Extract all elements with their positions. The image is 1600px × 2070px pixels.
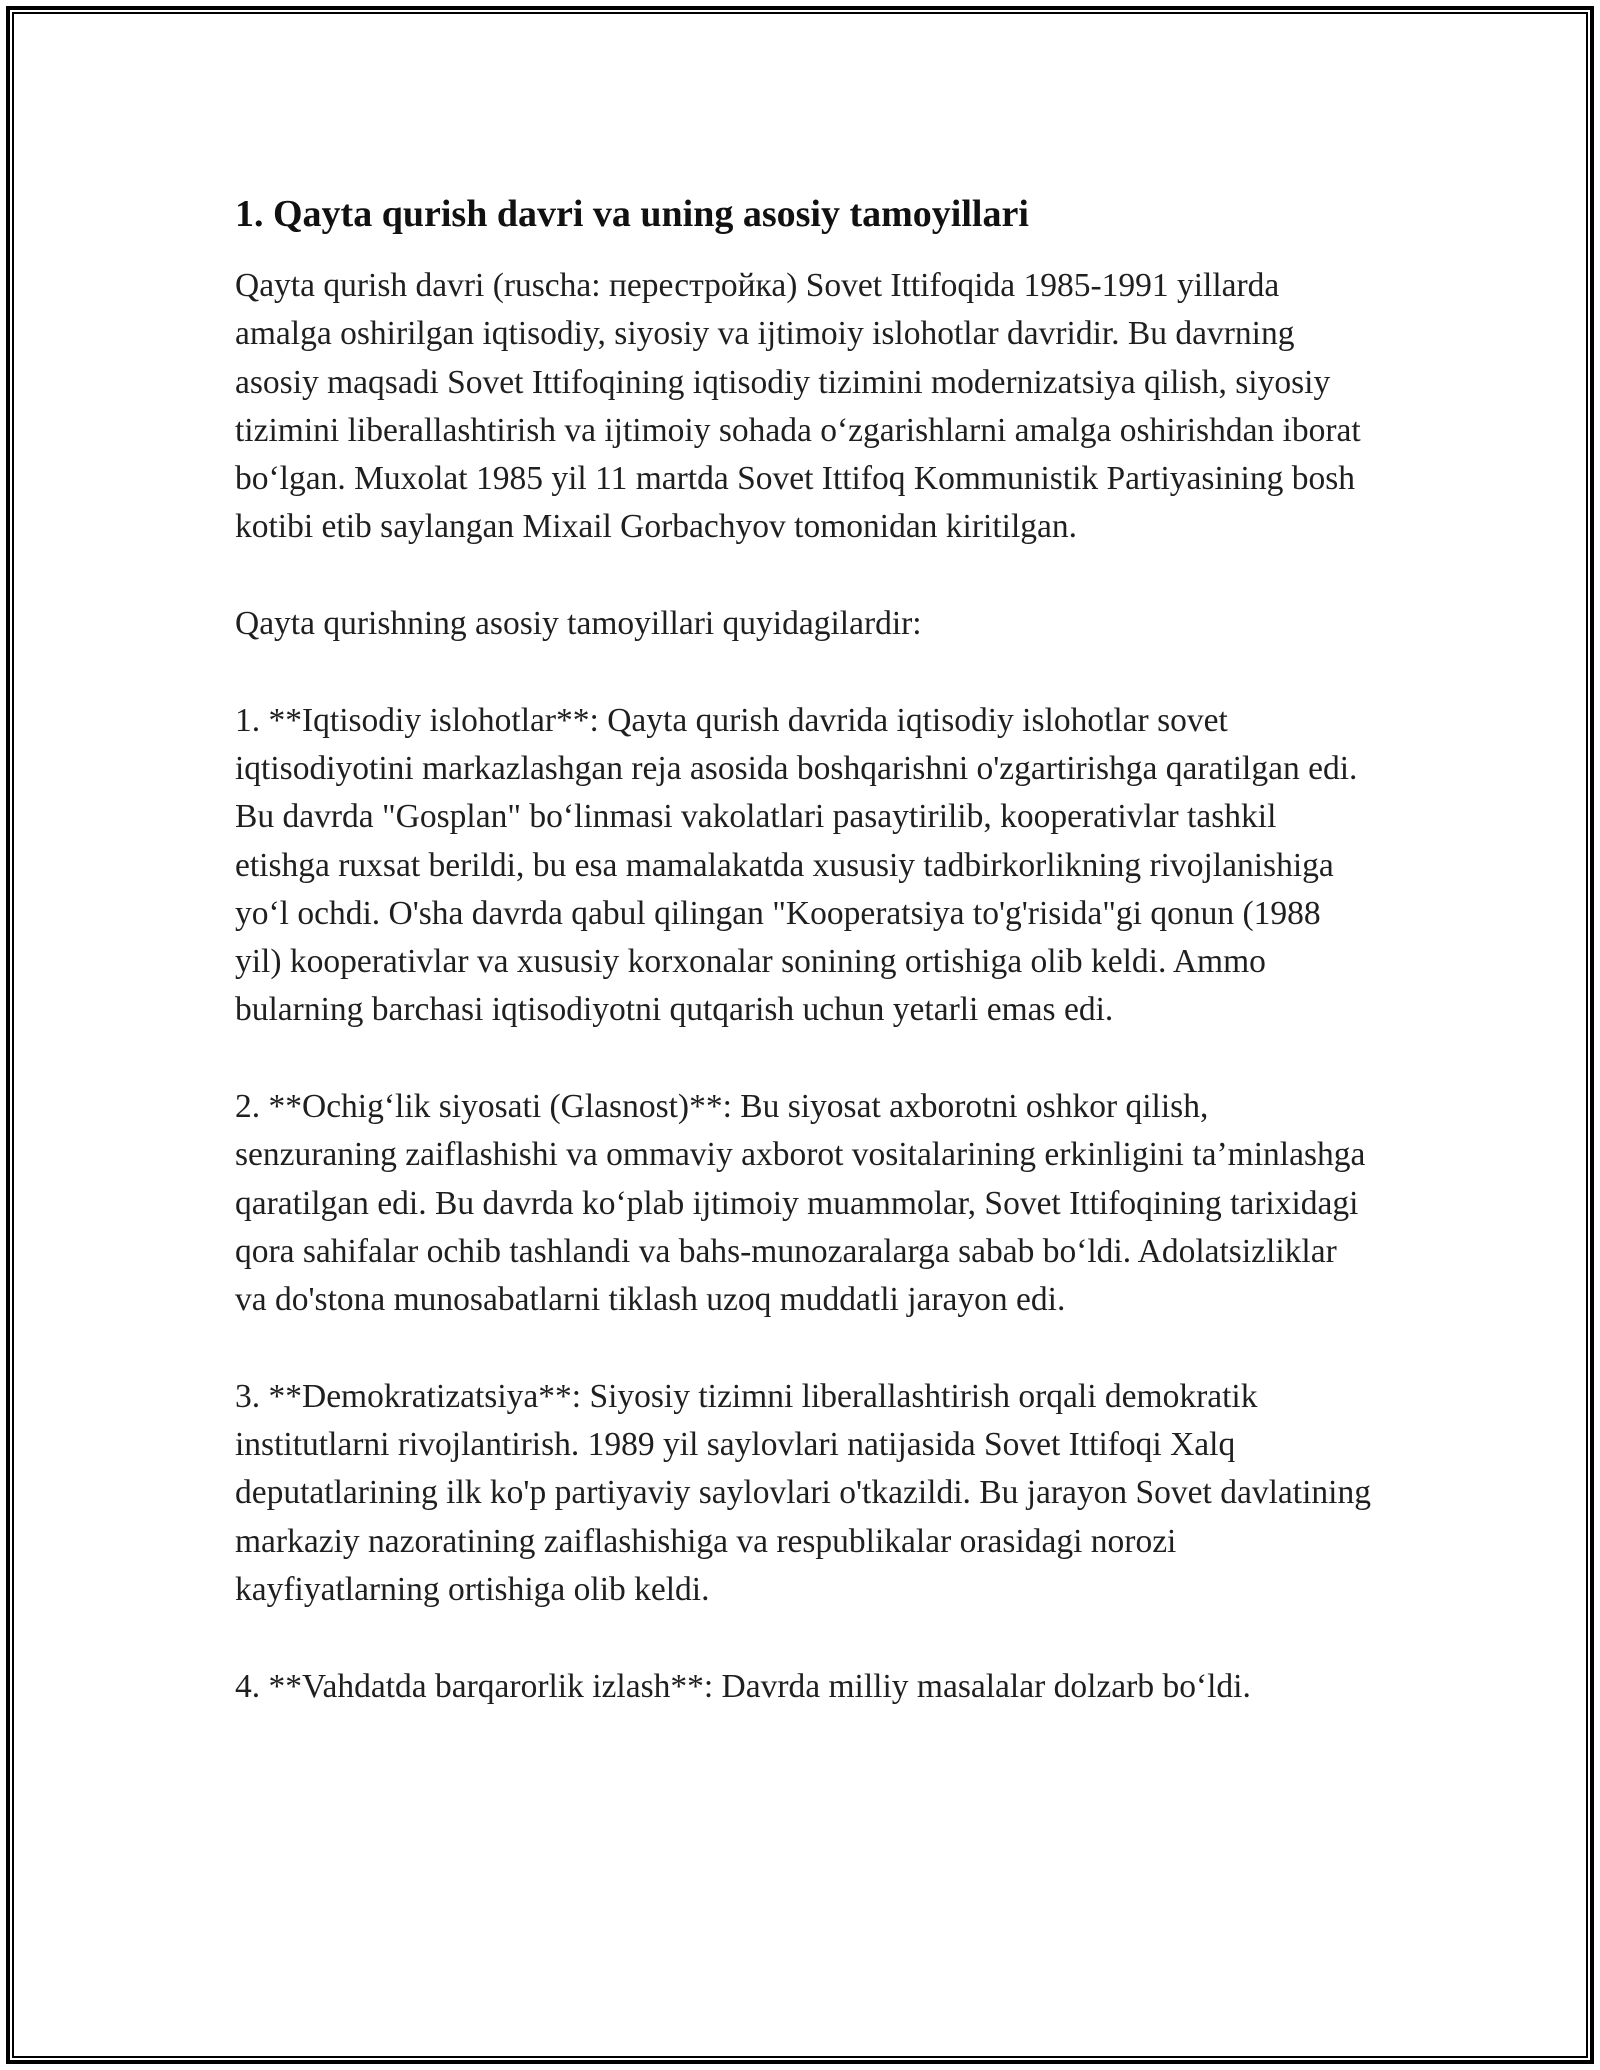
principle-item-stability: 4. **Vahdatda barqarorlik izlash**: Davrda milliy masalalar dolzarb bo‘ldi. [235,1667,1251,1705]
principle-item-glasnost: 2. **Ochig‘lik siyosati (Glasnost)**: Bu siyosat axborotni oshkor qilish, senzuraning zaiflashishi va ommaviy axborot vositalarining erkinligini ta’minlashga qaratilgan edi. Bu davrda ko‘plab ijtimoiy muammolar, Sovet Ittifoqining tarixidagi qora sahifalar ochib tashlandi va bahs-munozaralarga sabab bo‘ldi. Adolatsizliklar va do'stona munosabatlarni tiklash uzoq muddatli jarayon edi. [235,1088,1366,1319]
principles-lead-paragraph: Qayta qurishning asosiy tamoyillari quyidagilardir: [235,605,922,643]
principle-item-democratization: 3. **Demokratizatsiya**: Siyosiy tizimni liberallashtirish orqali demokratik institutlarni rivojlantirish. 1989 yil saylovlari natijasida Sovet Ittifoqi Xalq deputatlarining ilk ko'p partiyaviy saylovlari o'tkazildi. Bu jarayon Sovet davlatining markaziy nazoratining zaiflashishiga va respublikalar orasidagi norozi kayfiyatlarning ortishiga olib keldi. [235,1377,1371,1609]
document-body [235,186,1375,1711]
section-heading: 1. Qayta qurish davri va uning asosiy tamoyillari [235,193,1029,235]
intro-paragraph: Qayta qurish davri (ruscha: перестройка) Sovet Ittifoqida 1985-1991 yillarda amalga oshirilgan iqtisodiy, siyosiy va ijtimoiy islohotlar davridir. Bu davrning asosiy maqsadi Sovet Ittifoqining iqtisodiy tizimini modernizatsiya qilish, siyosiy tizimini liberallashtirish va ijtimoiy sohada o‘zgarishlarni amalga oshirishdan iborat bo‘lgan. Muxolat 1985 yil 11 martda Sovet Ittifoq Kommunistik Partiyasining bosh kotibi etib saylangan Mixail Gorbachyov tomonidan kiritilgan. [235,267,1361,546]
principle-item-economic-reforms: 1. **Iqtisodiy islohotlar**: Qayta qurish davrida iqtisodiy islohotlar sovet iqtisodiyotini markazlashgan reja asosida boshqarishni o'zgartirishga qaratilgan edi. Bu davrda "Gosplan" bo‘linmasi vakolatlari pasaytirilib, kooperativlar tashkil etishga ruxsat berildi, bu esa mamalakatda xususiy tadbirkorlikning rivojlanishiga yo‘l ochdi. O'sha davrda qabul qilingan "Kooperatsiya to'g'risida"gi qonun (1988 yil) kooperativlar va xususiy korxonalar sonining ortishiga olib keldi. Ammo bularning barchasi iqtisodiyotni qutqarish uchun yetarli emas edi. [235,701,1358,1029]
